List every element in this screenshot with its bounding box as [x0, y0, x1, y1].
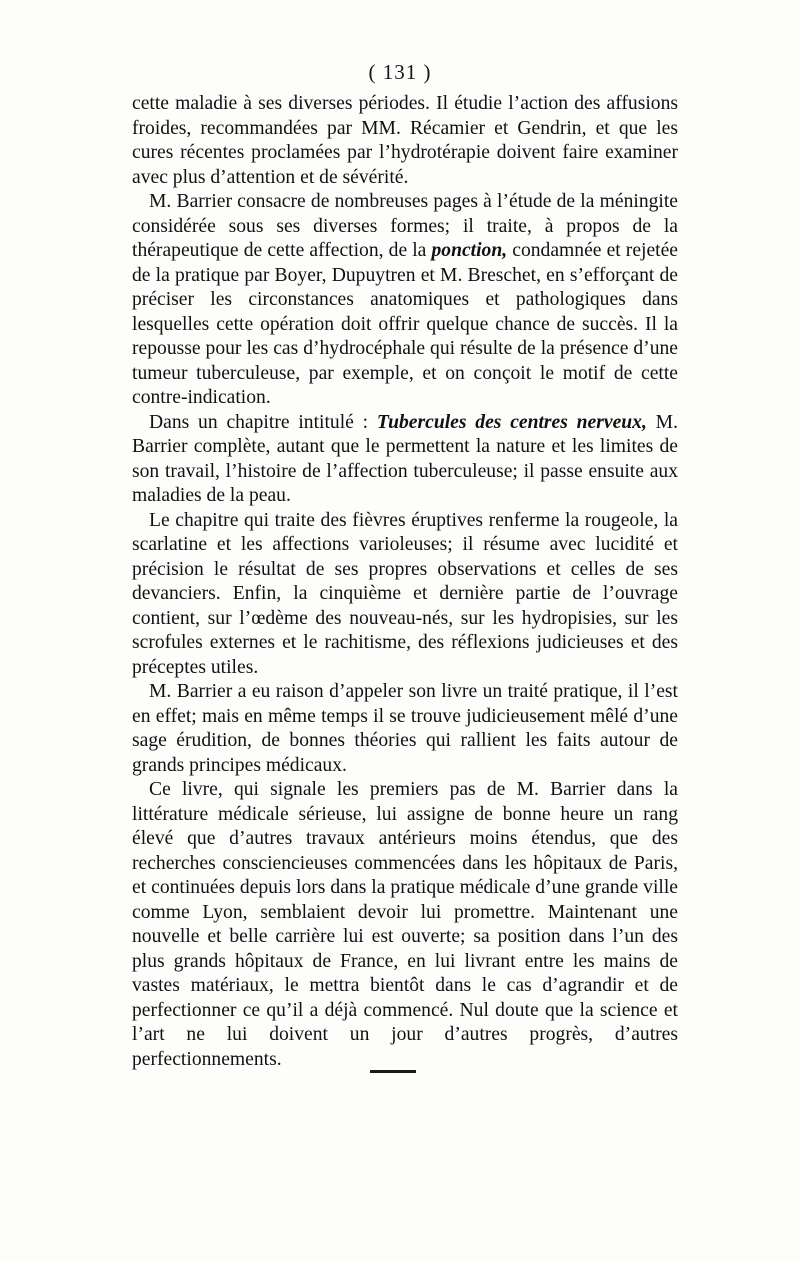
closing-rule [370, 1070, 416, 1073]
paragraph-conclusion [132, 778, 678, 1072]
body-text [132, 92, 678, 1072]
text-segment: Dans un chapitre intitulé : [149, 411, 377, 433]
paragraph-traite-pratique [132, 680, 678, 778]
text-segment: M. Barrier consacre de nombreuses pages à l’étude de la méningite considérée sous ses diverses formes; il traite, à propos de la thérapeutique de cette affection, de la [132, 191, 678, 261]
text-segment: Le chapitre qui traite des fièvres éruptives renferme la rougeole, la scarlatine et les affections varioleuses; il résume avec lucidité et précision le résultat de ses propres observations et celles de ses devanciers. Enfin, la cinquième et dernière partie de l’ouvrage contient, sur l’œdème des nouveau-nés, sur les hydropisies, sur les scrofules externes et le rachitisme, des réflexions judicieuses et des préceptes utiles. [132, 509, 678, 678]
text-segment: cette maladie à ses diverses périodes. Il étudie l’action des affusions froides, recommandées par MM. Récamier et Gendrin, et que les cures récentes proclamées par l’hydrotérapie doivent faire examiner avec plus d’attention et de sévérité. [132, 93, 678, 188]
page-number: ( 131 ) [368, 60, 432, 84]
text-segment: condamnée et rejetée de la pratique par Boyer, Dupuytren et M. Breschet, en s’efforçant de préciser les circonstances anatomiques et pathologiques dans lesquelles cette opération doit offrir quelque chance de succès. Il la repousse pour les cas d’hydrocéphale qui résulte de la présence d’une tumeur tuberculeuse, par exemple, et on conçoit le motif de cette contre-indication. [132, 240, 678, 408]
text-segment: Ce livre, qui signale les premiers pas de M. Barrier dans la littérature médicale sérieuse, lui assigne de bonne heure un rang élevé que d’autres travaux antérieurs moins étendus, que des recherches consciencieuses commencées dans les hôpitaux de Paris, et continuées depuis lors dans la pratique médicale d’une grande ville comme Lyon, semblaient devoir lui promettre. Maintenant une nouvelle et belle carrière lui est ouverte; sa position dans l’un des plus grands hôpitaux de France, en lui livrant entre les mains de vastes matériaux, le mettra bientôt dans le cas d’agrandir et de perfectionner ce qu’il a déjà commencé. Nul doute que la science et l’art ne lui doivent un jour d’autres progrès, d’autres perfectionnements. [132, 779, 678, 1070]
paragraph-meningite [132, 190, 678, 411]
paragraph-continuation [132, 92, 678, 190]
text-segment: M. Barrier a eu raison d’appeler son livre un traité pratique, il l’est en effet; mais en même temps il se trouve judicieusement mêlé d’une sage érudition, de bonnes théories qui rallient les faits autour de grands principes médicaux. [132, 681, 678, 776]
text-segment: M. Barrier complète, autant que le permettent la nature et les limites de son travail, l’histoire de l’affection tuberculeuse; il passe ensuite aux maladies de la peau. [132, 411, 678, 506]
italic-chapter-title: Tubercules des centres nerveux, [376, 411, 647, 433]
italic-term: ponction, [431, 240, 508, 261]
paragraph-tubercules [132, 411, 678, 509]
paragraph-fievres [132, 509, 678, 681]
